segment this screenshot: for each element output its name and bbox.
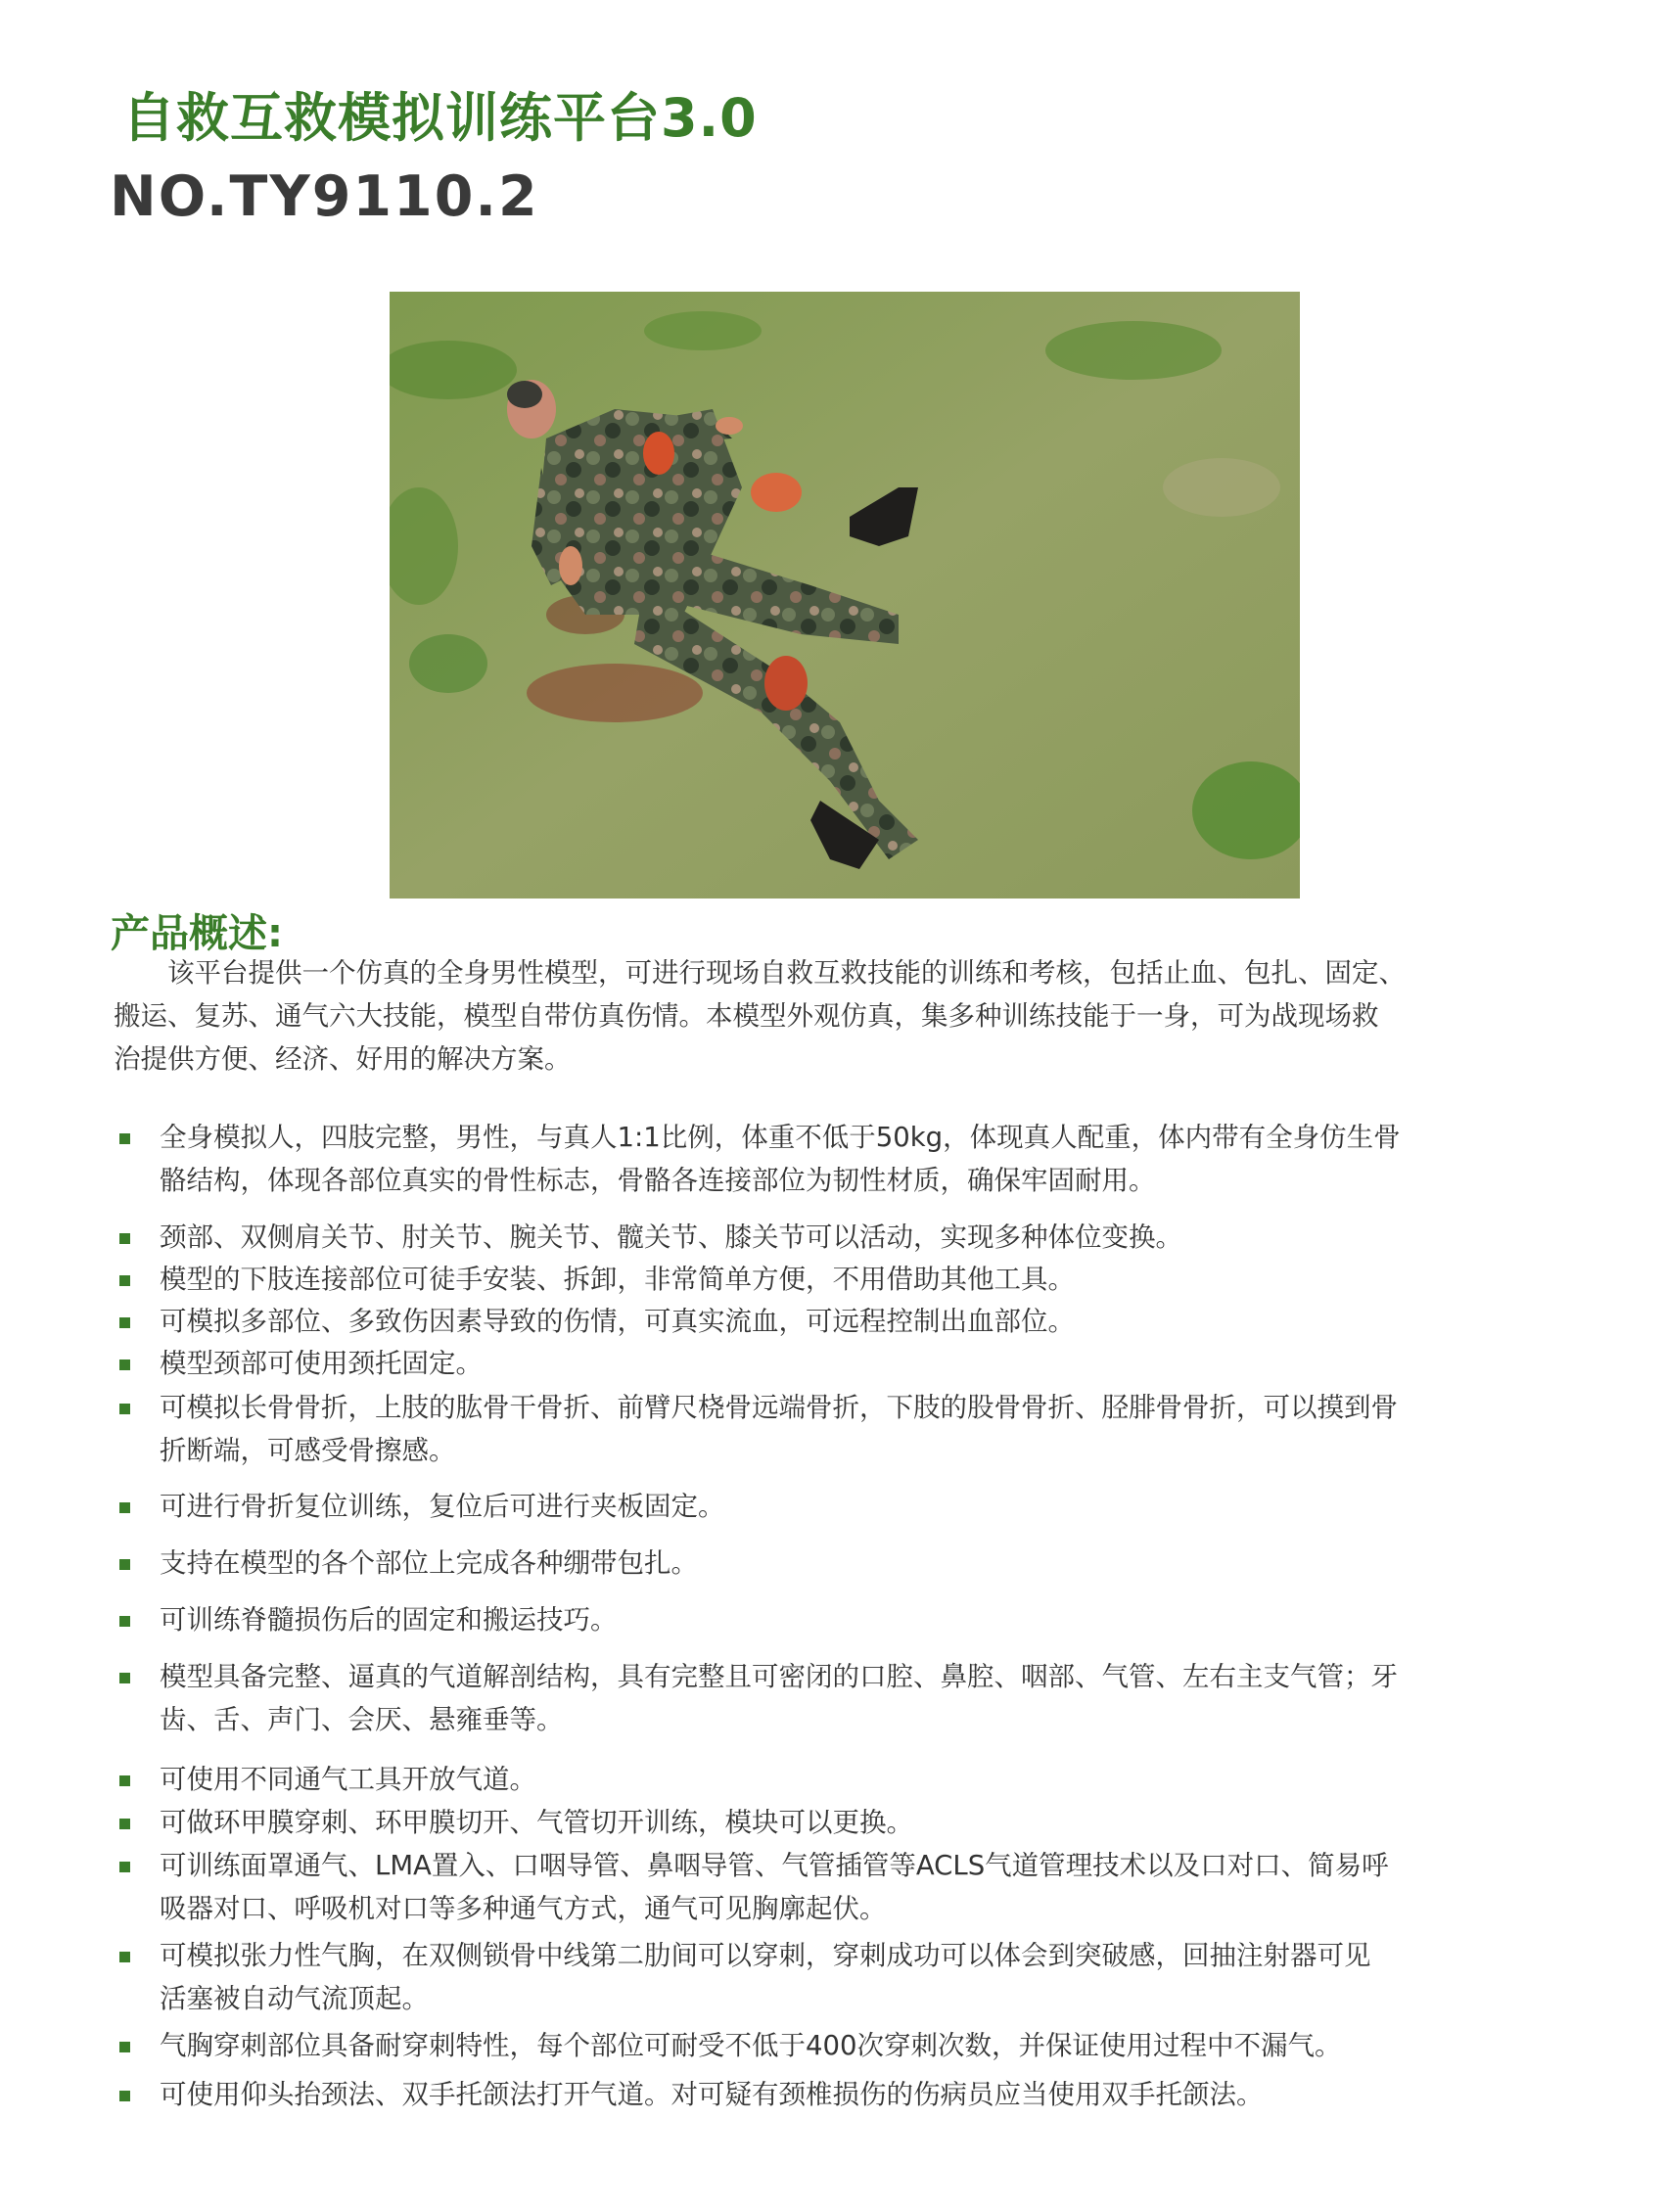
feature-line: 可模拟张力性气胸，在双侧锁骨中线第二肋间可以穿刺，穿刺成功可以体会到突破感，回抽注射器可见 <box>160 1940 1371 1971</box>
bullet-square-icon <box>119 2091 130 2101</box>
feature-line: 可模拟多部位、多致伤因素导致的伤情，可真实流血，可远程控制出血部位。 <box>160 1306 1075 1337</box>
feature-line: 可进行骨折复位训练，复位后可进行夹板固定。 <box>160 1491 725 1522</box>
overview-paragraph <box>114 951 1543 1081</box>
bullet-square-icon <box>119 1359 130 1370</box>
overview-heading: 产品概述: <box>111 911 283 956</box>
bullet-square-icon <box>119 1819 130 1829</box>
bullet-square-icon <box>119 1502 130 1513</box>
model-number: NO.TY9110.2 <box>110 164 539 229</box>
feature-line: 气胸穿刺部位具备耐穿刺特性，每个部位可耐受不低于400次穿刺次数，并保证使用过程中不漏气。 <box>160 2030 1342 2061</box>
feature-line: 可使用仰头抬颈法、双手托颌法打开气道。对可疑有颈椎损伤的伤病员应当使用双手托颌法。 <box>160 2079 1264 2110</box>
feature-line: 可使用不同通气工具开放气道。 <box>160 1764 536 1795</box>
overview-line: 搬运、复苏、通气六大技能，模型自带仿真伤情。本模型外观仿真，集多种训练技能于一身，可为战现场救 <box>114 1000 1379 1032</box>
feature-line: 可模拟长骨骨折，上肢的肱骨干骨折、前臂尺桡骨远端骨折，下肢的股骨骨折、胫腓骨骨折，可以摸到骨 <box>160 1392 1398 1423</box>
feature-line: 折断端，可感受骨擦感。 <box>160 1435 456 1466</box>
bullet-square-icon <box>119 1233 130 1244</box>
bullet-square-icon <box>119 1133 130 1144</box>
feature-line: 全身模拟人，四肢完整，男性，与真人1:1比例，体重不低于50kg，体现真人配重，体内带有全身仿生骨 <box>160 1122 1401 1153</box>
feature-line: 模型颈部可使用颈托固定。 <box>160 1348 483 1379</box>
bullet-square-icon <box>119 1616 130 1627</box>
bullet-square-icon <box>119 1862 130 1872</box>
feature-line: 可做环甲膜穿刺、环甲膜切开、气管切开训练，模块可以更换。 <box>160 1807 913 1838</box>
feature-line: 吸器对口、呼吸机对口等多种通气方式，通气可见胸廓起伏。 <box>160 1893 887 1924</box>
feature-line: 齿、舌、声门、会厌、悬雍垂等。 <box>160 1704 564 1735</box>
feature-line: 颈部、双侧肩关节、肘关节、腕关节、髋关节、膝关节可以活动，实现多种体位变换。 <box>160 1221 1182 1253</box>
feature-line: 模型具备完整、逼真的气道解剖结构，具有完整且可密闭的口腔、鼻腔、咽部、气管、左右主支气管；牙 <box>160 1661 1398 1692</box>
feature-line: 模型的下肢连接部位可徒手安装、拆卸，非常简单方便，不用借助其他工具。 <box>160 1264 1075 1295</box>
bullet-square-icon <box>119 1317 130 1328</box>
overview-line: 治提供方便、经济、好用的解决方案。 <box>114 1043 572 1075</box>
overview-line: 该平台提供一个仿真的全身男性模型，可进行现场自救互救技能的训练和考核，包括止血、包扎、固定、 <box>167 957 1406 989</box>
feature-line: 可训练脊髓损伤后的固定和搬运技巧。 <box>160 1604 618 1636</box>
feature-line: 可训练面罩通气、LMA置入、口咽导管、鼻咽导管、气管插管等ACLS气道管理技术以及口对口、简易呼 <box>160 1850 1389 1881</box>
bullet-square-icon <box>119 2042 130 2052</box>
feature-line: 活塞被自动气流顶起。 <box>160 1983 429 2014</box>
bullet-square-icon <box>119 1952 130 1962</box>
product-photo <box>390 292 1300 899</box>
bullet-square-icon <box>119 1275 130 1286</box>
bullet-square-icon <box>119 1404 130 1414</box>
page-title: 自救互救模拟训练平台3.0 <box>122 87 758 149</box>
bullet-square-icon <box>119 1775 130 1786</box>
bullet-square-icon <box>119 1559 130 1570</box>
feature-line: 支持在模型的各个部位上完成各种绷带包扎。 <box>160 1547 698 1579</box>
bullet-square-icon <box>119 1673 130 1683</box>
feature-line: 骼结构，体现各部位真实的骨性标志，骨骼各连接部位为韧性材质，确保牢固耐用。 <box>160 1165 1156 1196</box>
